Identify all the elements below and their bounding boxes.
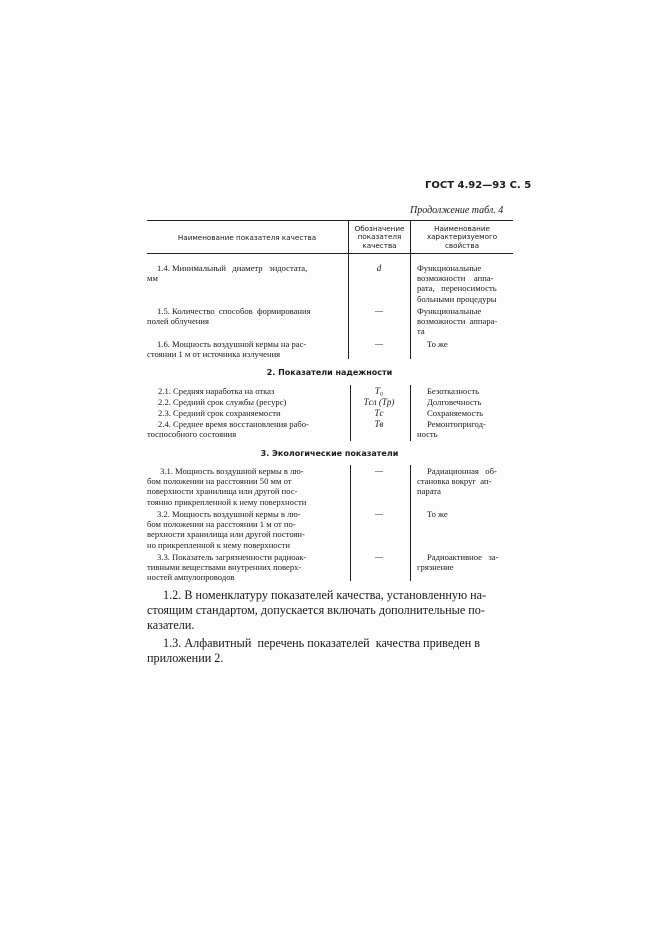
column-header-name: Наименование показателя качества [177, 233, 317, 242]
row-property: Радиационная об- становка вокруг ап- парата [417, 466, 497, 497]
row-property: Сохраняемость [427, 408, 484, 418]
row-name: 1.6. Мощность воздушной кермы на рас- стоянии 1 м от источника излучения [147, 339, 307, 360]
section-title-reliability: 2. Показатели надежности [266, 368, 393, 377]
row-name: 3.2. Мощность воздушной кермы в лю- бом положении на расстоянии 1 м от по- верхности хранилища или другой постоян- но прикрепленной к нему поверхности [147, 509, 305, 550]
row-name: 3.1. Мощность воздушной кермы в лю- бом положении на расстоянии 50 мм от поверхности хранилища или другой пос- тоянно прикрепленной к нему поверхности [147, 466, 307, 507]
table-top-rule [147, 220, 513, 221]
row-property: Долговечность [427, 397, 482, 407]
row-symbol: — [374, 339, 383, 349]
table-header-rule [147, 253, 513, 254]
row-property: Функциональные возможности аппа- рата, переносимость больными процедуры [417, 263, 497, 304]
row-property: То же [427, 339, 448, 349]
row-property: Радиоактивное за- грязнение [417, 552, 499, 573]
row-name: 1.4. Минимальный диаметр эндостата, мм [147, 263, 308, 284]
row-symbol: — [374, 509, 383, 519]
row-symbol: T₀ [374, 386, 384, 396]
row-name: 2.2. Средний срок службы (ресурс) [158, 397, 287, 407]
table-continuation-label: Продолжение табл. 4 [410, 205, 504, 216]
row-symbol: d [376, 263, 382, 273]
paragraph-1-3: 1.3. Алфавитный перечень показателей качества приведен в приложении 2. [147, 636, 481, 665]
row-property: Ремонтопригод- ность [417, 419, 486, 440]
column-header-symbol: Обозначение показателя качества [354, 224, 405, 250]
paragraph-1-2: 1.2. В номенклатуру показателей качества, установленную на- стоящим стандартом, допускается включать дополнительные по- казатели. [147, 588, 487, 632]
column-divider [350, 465, 351, 581]
row-property: Функциональные возможности аппара- та [417, 306, 498, 337]
row-property: То же [427, 509, 448, 519]
row-symbol: — [374, 552, 383, 562]
row-name: 3.3. Показатель загрязненности радиоак- тивными веществами внутренних поверх- ностей ампулопроводов [147, 552, 307, 583]
row-symbol: Tв [374, 419, 384, 429]
row-symbol: — [374, 306, 383, 316]
column-divider [410, 465, 411, 581]
column-divider [410, 385, 411, 441]
row-symbol: Tсл (Tр) [363, 397, 395, 407]
row-name: 2.1. Средняя наработка на отказ [158, 386, 275, 396]
document-id: ГОСТ 4.92—93 С. 5 [425, 180, 532, 191]
row-name: 2.3. Средний срок сохраняемости [158, 408, 281, 418]
section-title-ecological: 3. Экологические показатели [260, 449, 399, 458]
column-divider [410, 221, 411, 359]
column-header-property: Наименование характеризуемого свойства [426, 224, 498, 250]
row-property: Безотказность [427, 386, 479, 396]
row-symbol: Tс [374, 408, 384, 418]
row-name: 2.4. Среднее время восстановления рабо- тоспособного состояния [147, 419, 309, 440]
row-symbol: — [374, 466, 383, 476]
row-name: 1.5. Количество способов формирования полей облучения [147, 306, 311, 327]
